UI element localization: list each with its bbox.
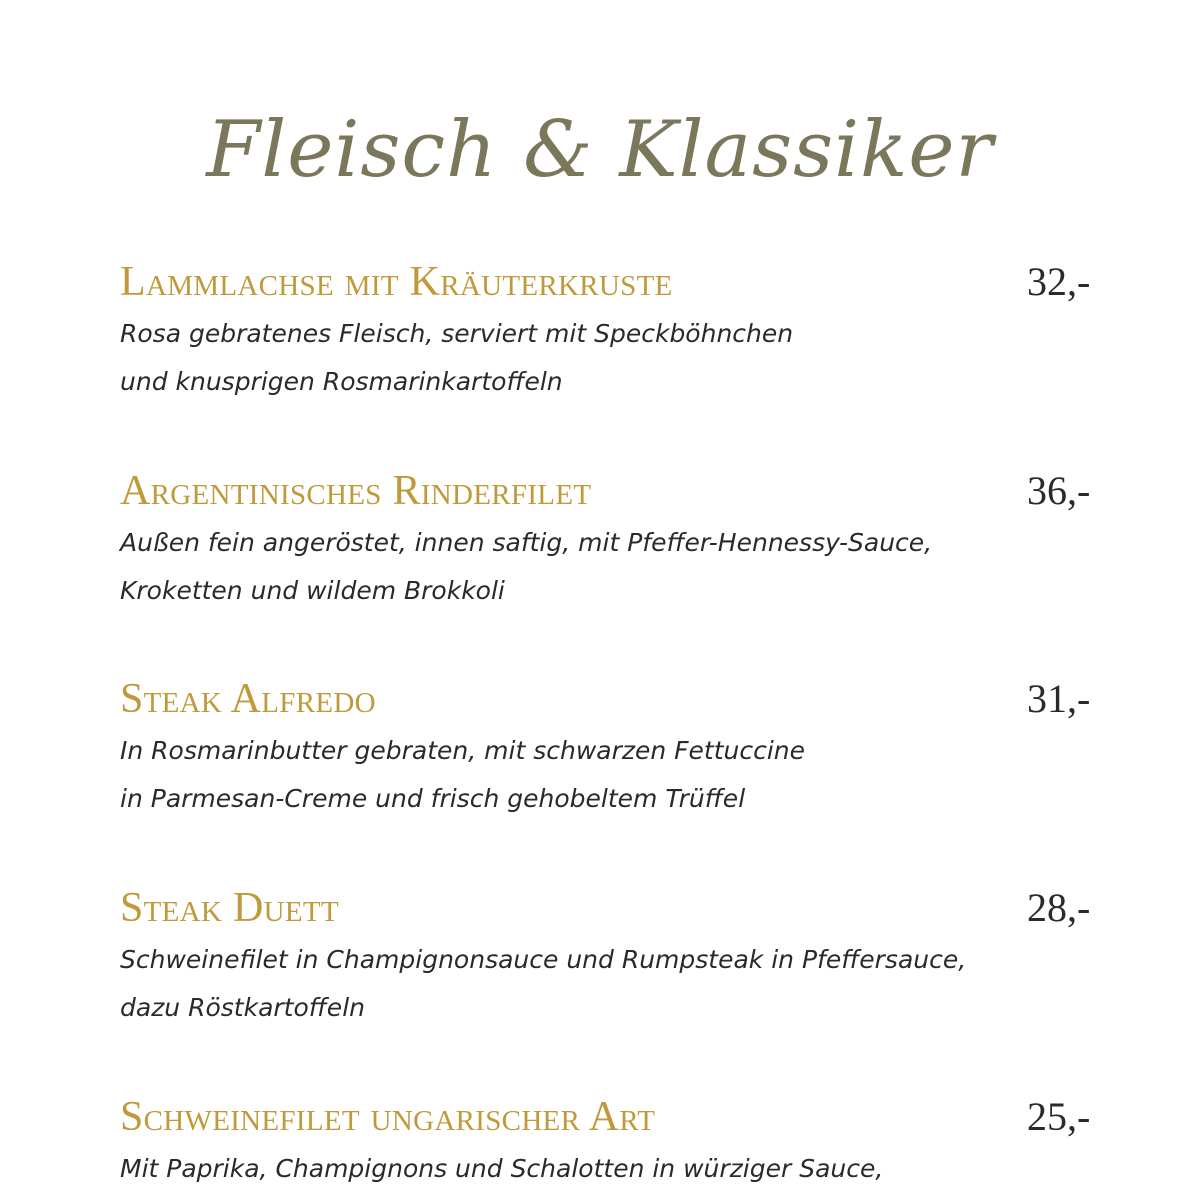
dish-description-line: Mit Paprika, Champignons und Schalotten in würziger Sauce, (120, 1154, 884, 1183)
dish-price: 25,- (1027, 1094, 1091, 1139)
dish-price: 36,- (1027, 468, 1091, 513)
dish-description-line: dazu Röstkartoffeln (120, 993, 365, 1022)
dish-price: 32,- (1027, 259, 1091, 304)
dish-description-line: in Parmesan-Creme und frisch gehobeltem Trüffel (120, 784, 746, 813)
dish-description-line: Kroketten und wildem Brokkoli (120, 576, 505, 605)
dish-description (120, 519, 1080, 615)
dish-name: Steak Duett (120, 885, 339, 931)
dish-description (120, 1145, 1080, 1193)
dish-name: Steak Alfredo (120, 676, 376, 722)
dish-description-line: Außen fein angeröstet, innen saftig, mit Pfeffer-Hennessy-Sauce, (120, 528, 933, 557)
dish-description-line: Schweinefilet in Champignonsauce und Rumpsteak in Pfeffersauce, (120, 945, 967, 974)
dish-price: 31,- (1027, 676, 1091, 721)
dish-description (120, 936, 1080, 1032)
dish-name: Argentinisches Rinderfilet (120, 468, 592, 514)
dish-name: Schweinefilet ungarischer Art (120, 1094, 656, 1140)
dish-description (120, 310, 1080, 406)
dish-description-line: und knusprigen Rosmarinkartoffeln (120, 367, 563, 396)
dish-name: Lammlachse mit Kräuterkruste (120, 259, 673, 305)
dish-description-line: Rosa gebratenes Fleisch, serviert mit Speckböhnchen (120, 319, 794, 348)
menu-title: Fleisch & Klassiker (206, 105, 994, 195)
dish-price: 28,- (1027, 885, 1091, 930)
dish-description-line: In Rosmarinbutter gebraten, mit schwarzen Fettuccine (120, 736, 806, 765)
dish-description (120, 727, 1080, 823)
